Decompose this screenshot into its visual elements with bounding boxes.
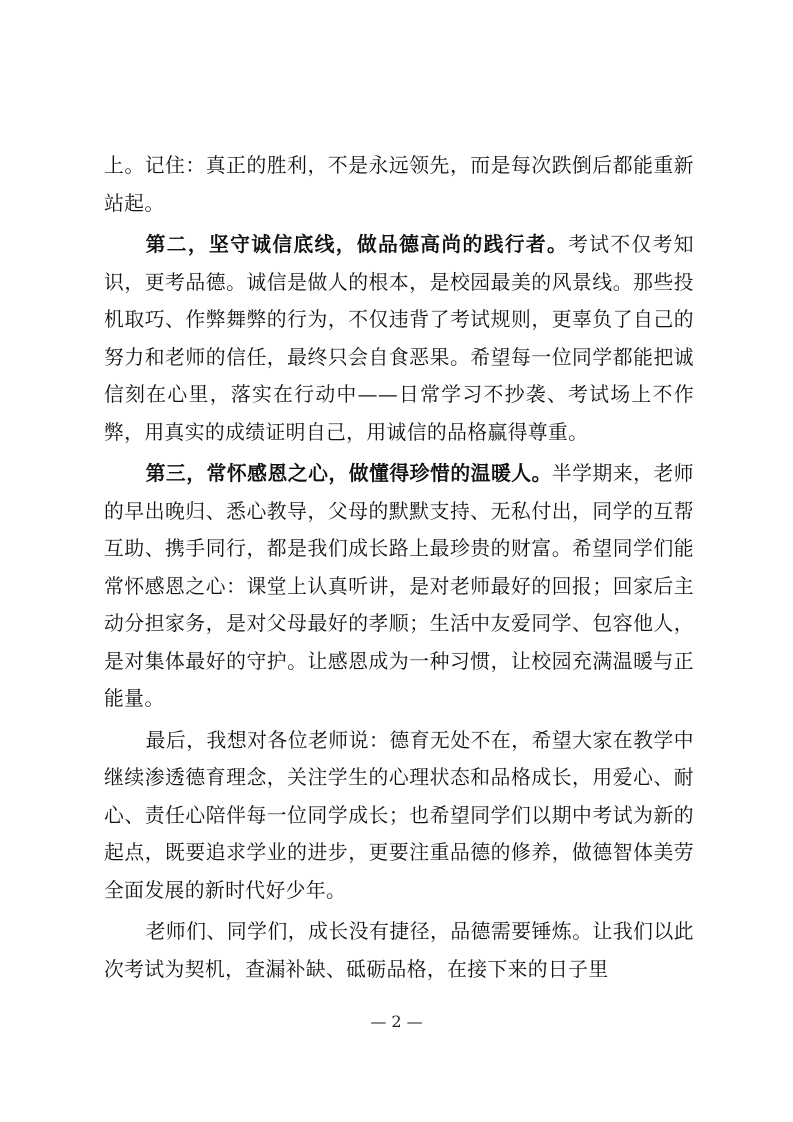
paragraph-4-text: 最后，我想对各位老师说：德育无处不在，希望大家在教学中继续渗透德育理念，关注学生的心理状态和品格成长，用爱心、耐心、责任心陪伴每一位同学成长；也希望同学们以期中考试为新的起点，既要追求学业的进步，更要注重品德的修养，做德智体美劳全面发展的新时代好少年。 [104,728,694,902]
paragraph-3-text: 半学期来，老师的早出晚归、悉心教导，父母的默默支持、无私付出，同学的互帮互助、携手同行，都是我们成长路上最珍贵的财富。希望同学们能常怀感恩之心：课堂上认真听讲，是对老师最好的回报；回家后主动分担家务，是对父母最好的孝顺；生活中友爱同学、包容他人，是对集体最好的守护。让感恩成为一种习惯，让校园充满温暖与正能量。 [104,462,694,710]
paragraph-1-text: 上。记住：真正的胜利，不是永远领先，而是每次跌倒后都能重新站起。 [104,154,694,215]
paragraph-3-heading: 第三，常怀感恩之心，做懂得珍惜的温暖人。 [145,461,552,485]
paragraph-1 [104,147,694,222]
paragraph-2-heading: 第二，坚守诚信底线，做品德高尚的践行者。 [145,232,569,256]
paragraph-4 [104,722,694,910]
paragraph-2 [104,226,694,451]
paragraph-5 [104,913,694,988]
paragraph-2-text: 考试不仅考知识，更考品德。诚信是做人的根本，是校园最美的风景线。那些投机取巧、作弊舞弊的行为，不仅违背了考试规则，更辜负了自己的努力和老师的信任，最终只会自食恶果。希望每一位同学都能把诚信刻在心里，落实在行动中——日常学习不抄袭、考试场上不作弊，用真实的成绩证明自己，用诚信的品格赢得尊重。 [104,233,694,444]
document-body [104,147,694,988]
paragraph-5-text: 老师们、同学们，成长没有捷径，品德需要锤炼。让我们以此次考试为契机，查漏补缺、砥砺品格，在接下来的日子里 [104,920,694,981]
paragraph-3 [104,455,694,718]
page-number: — 2 — [370,1012,423,1031]
